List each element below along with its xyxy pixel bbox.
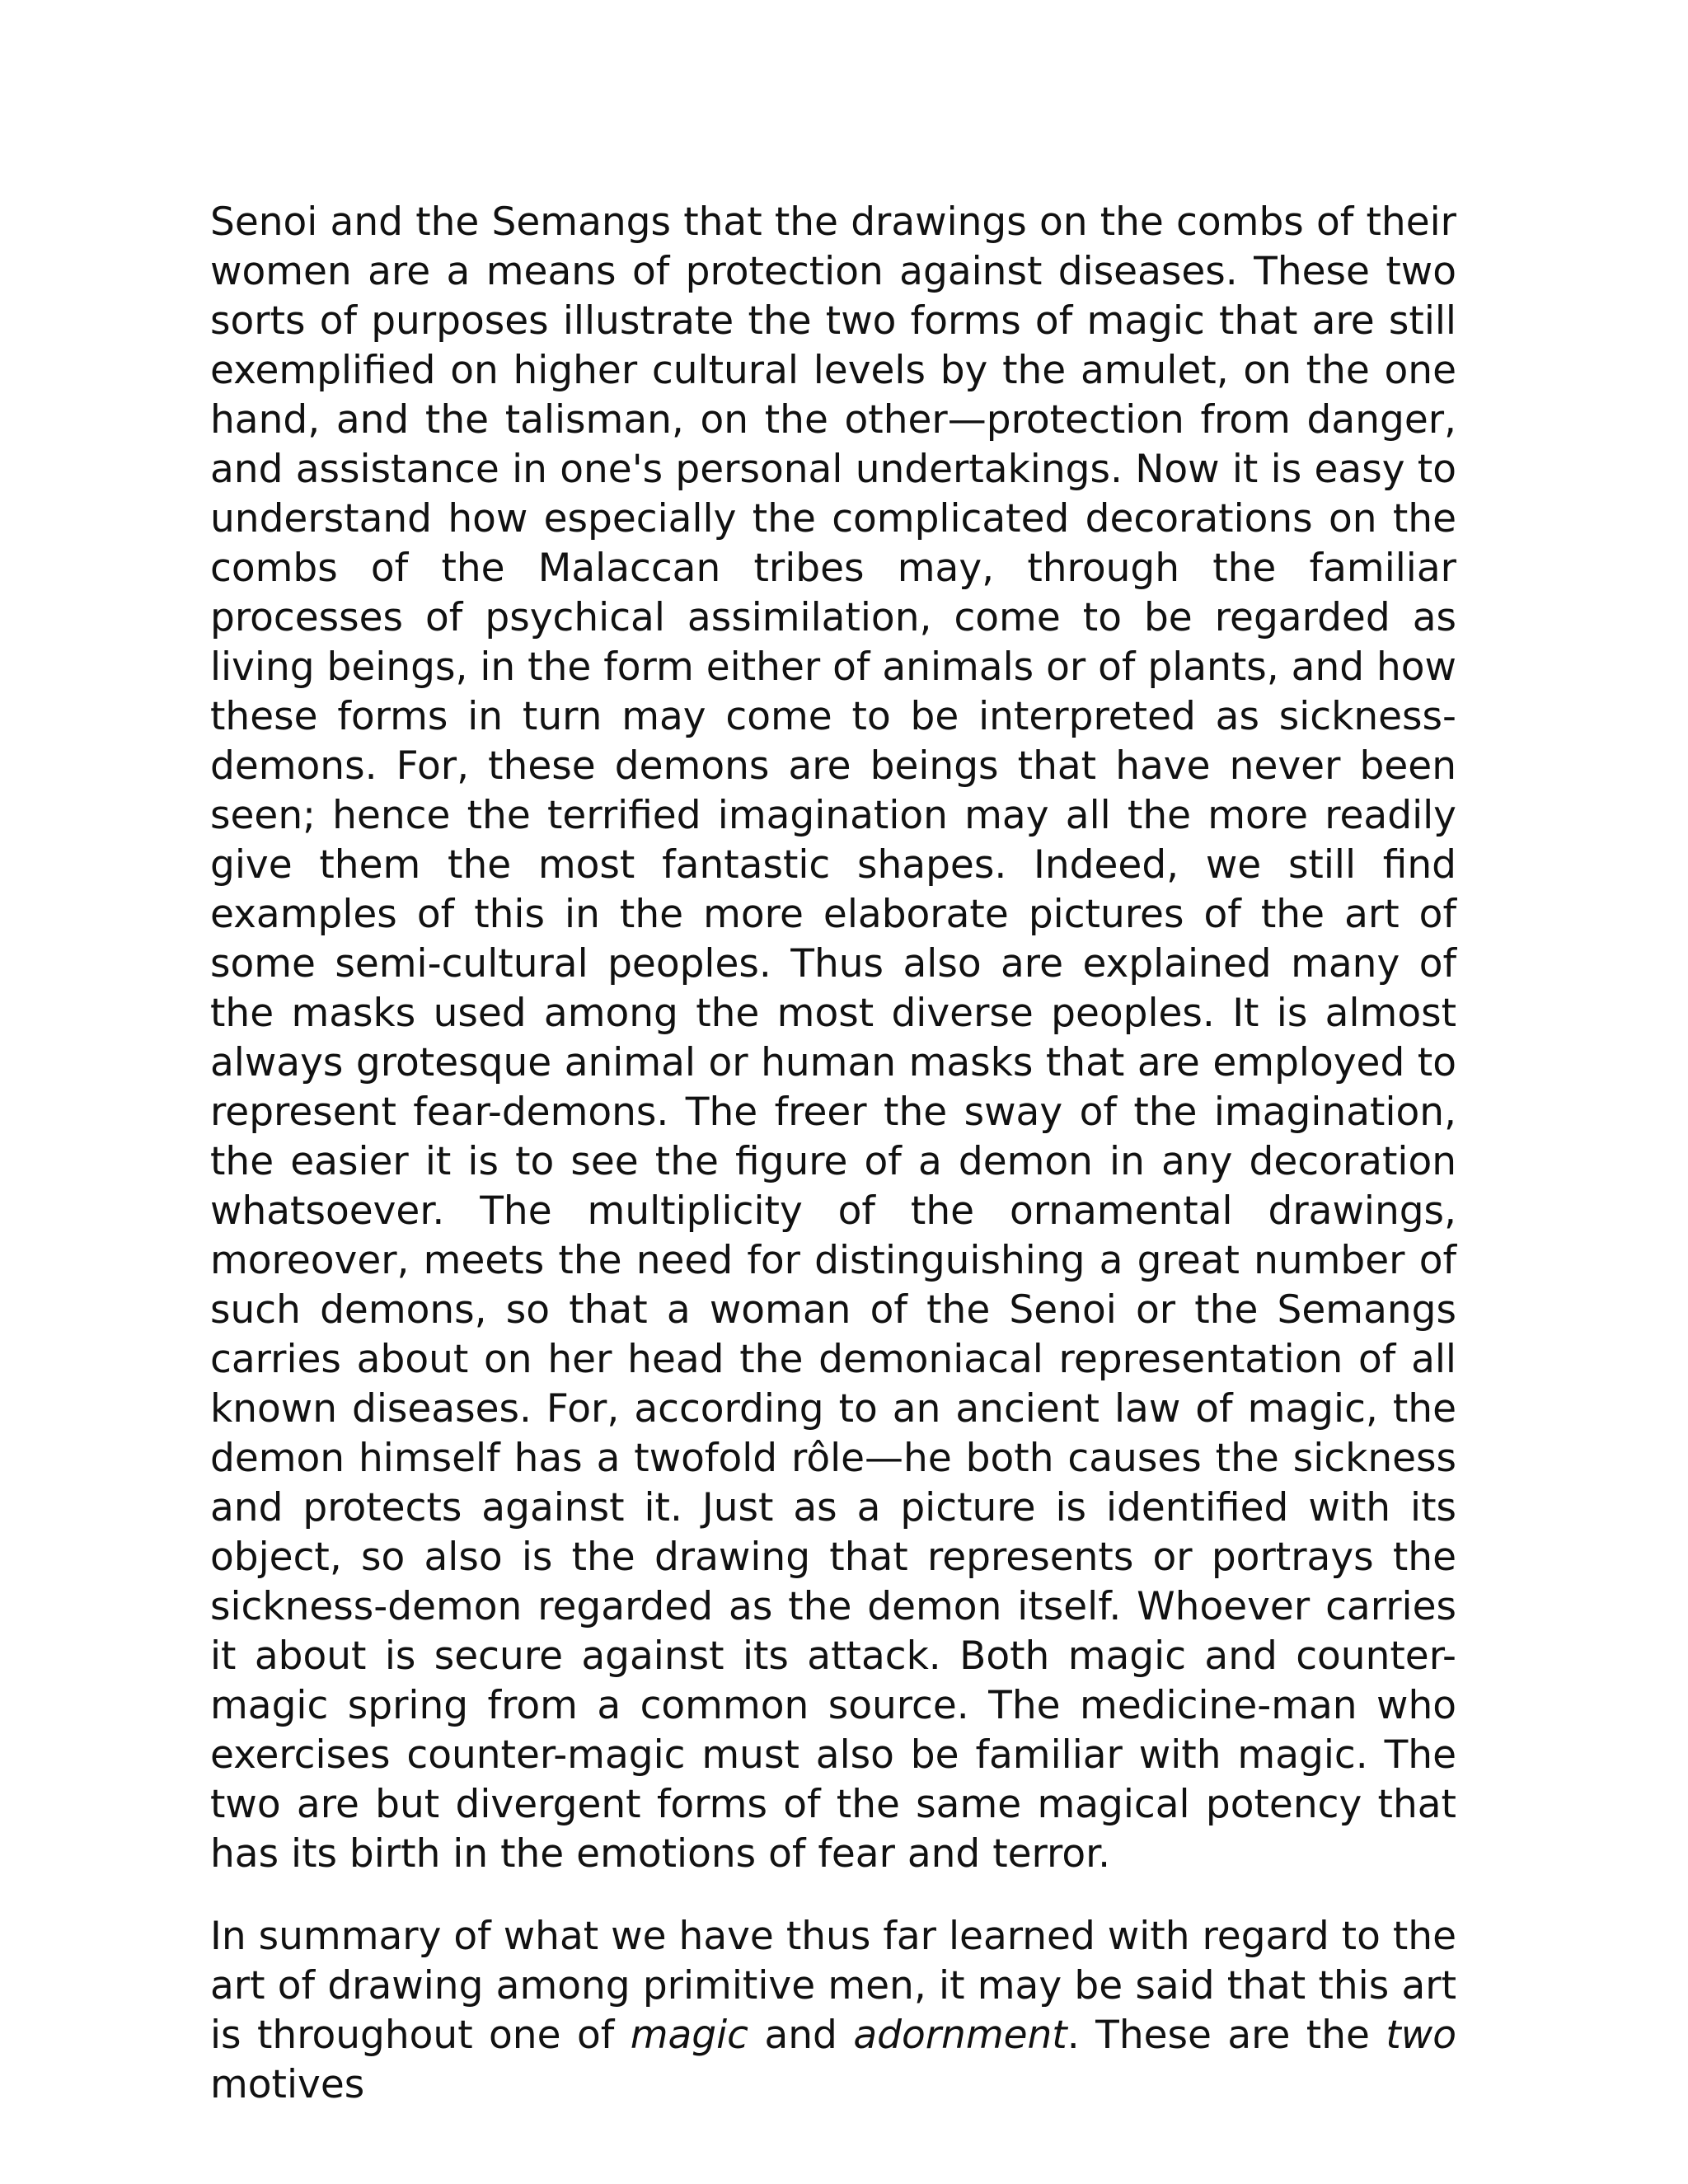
emphasis-adornment: adornment [853,2013,1067,2058]
paragraph-2-text-and: and [748,2013,854,2058]
emphasis-magic: magic [630,2013,749,2058]
paragraph-2-text-motives: motives [210,2062,365,2107]
paragraph-1-text: Senoi and the Semangs that the drawings on the combs of their women are a means of protection against diseases. These two sorts of purposes illustrate the two forms of magic that are still exemplified on higher cultural levels by the amulet, on the one hand, and the talisman, on the other—protection from danger, and assistance in one's personal undertakings. Now it is easy to understand how especially the complicated decorations on the combs of the Malaccan tribes may, through the familiar processes of psychical assimilation, come to be regarded as living beings, in the form either of animals or of plants, and how these forms in turn may come to be interpreted as sickness-demons. For, these demons are beings that have never been seen; hence the terrified imagination may all the more readily give them the most fantastic shapes. Indeed, we still find examples of this in the more elaborate pictures of the art of some semi-cultural peoples. Thus also are explained many of the masks used among the most diverse peoples. It is almost always grotesque animal or human masks that are employed to represent fear-demons. The freer the sway of the imagination, the easier it is to see the figure of a demon in any decoration whatsoever. The multiplicity of the ornamental drawings, moreover, meets the need for distinguishing a great number of such demons, so that a woman of the Senoi or the Semangs carries about on her head the demoniacal representation of all known diseases. For, according to an ancient law of magic, the demon himself has a twofold rôle—he both causes the sickness and protects against it. Just as a picture is identified with its object, so also is the drawing that represents or portrays the sickness-demon regarded as the demon itself. Whoever carries it about is secure against its attack. Both magic and counter-magic spring from a common source. The medicine-man who exercises counter-magic must also be familiar with magic. The two are but divergent forms of the same magical potency that has its birth in the emotions of fear and terror. [210,199,1456,1877]
paragraph-2-text-these: . These are the [1067,2013,1386,2058]
paragraph-2-text: In summary of what we have thus far learned with regard to the art of drawing among primitive men, it may be said that this art is throughout one of [210,1914,1456,2058]
paragraph-2 [210,1912,1456,2110]
paragraph-1 [210,198,1456,1879]
emphasis-two: two [1386,2013,1456,2058]
document-page [210,198,1456,2110]
